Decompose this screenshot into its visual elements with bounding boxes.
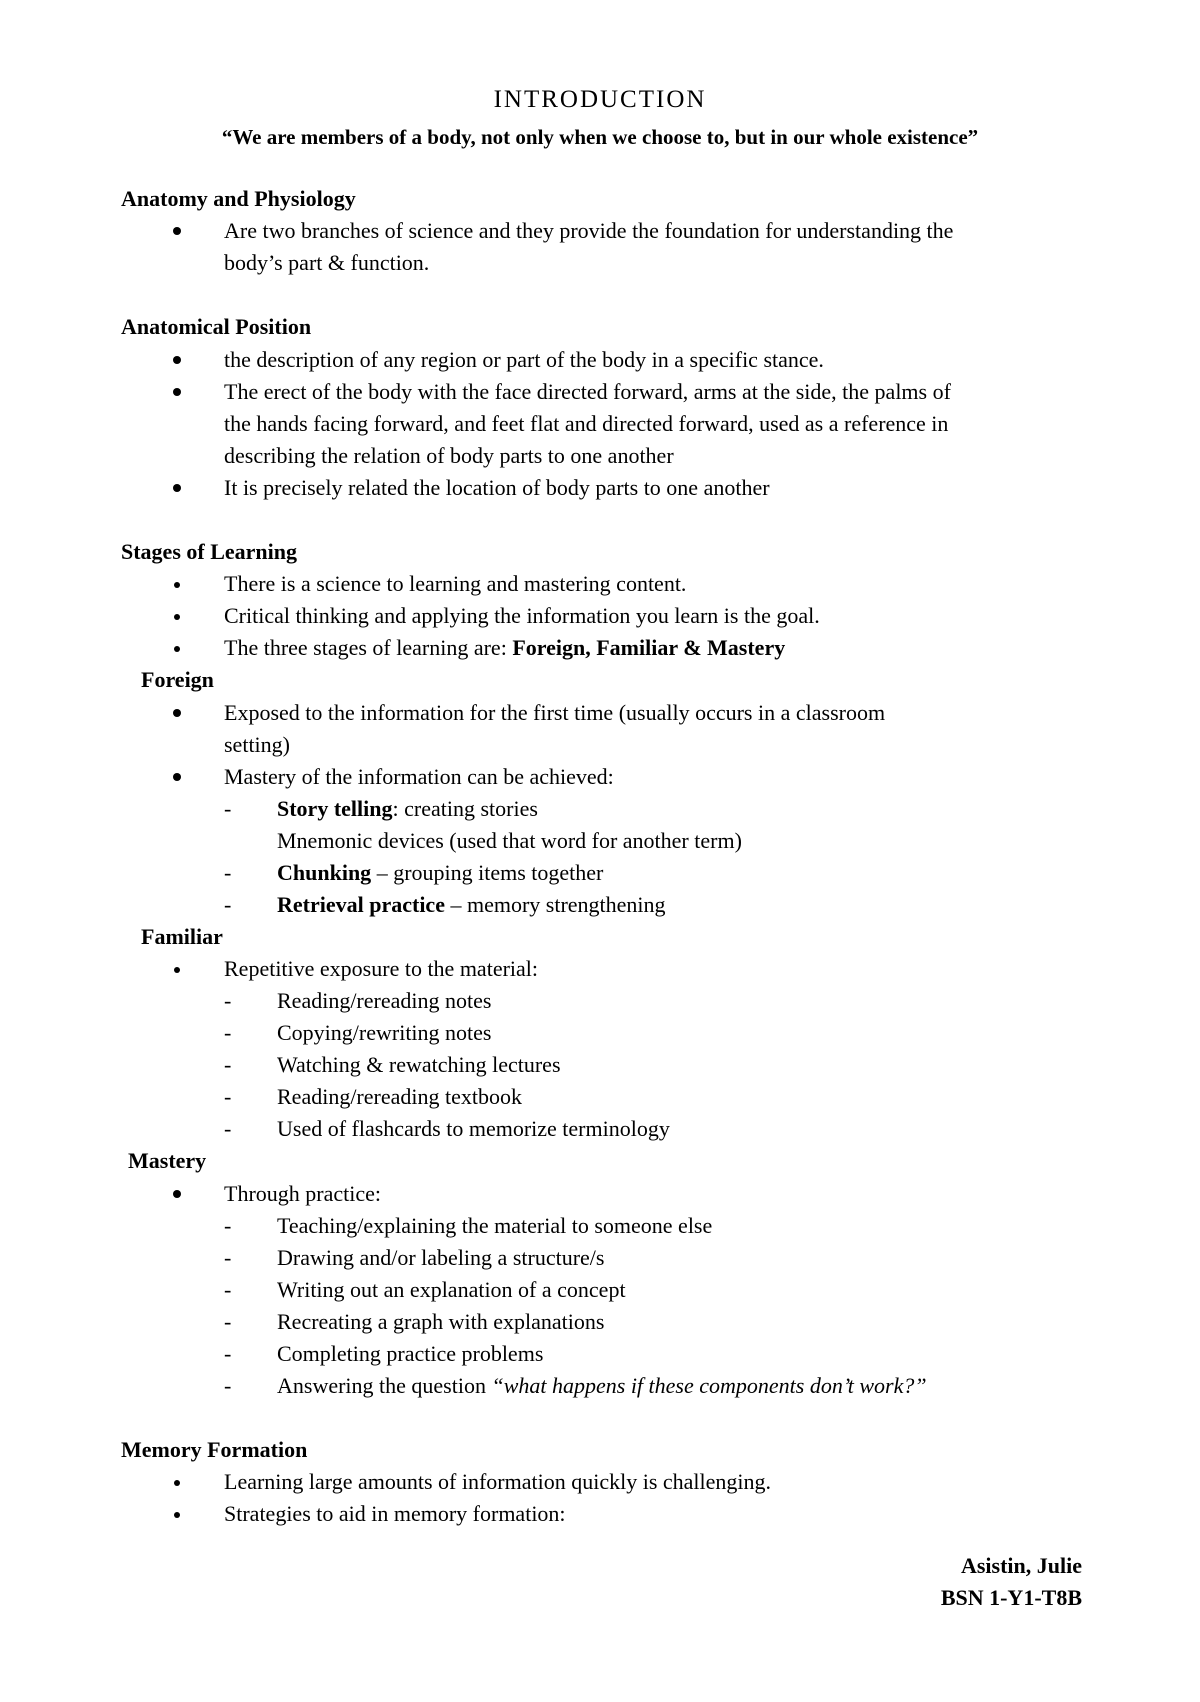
memory-bullet-line: Strategies to aid in memory formation: <box>224 1501 566 1526</box>
bullet-icon <box>174 1480 180 1486</box>
dash-marker: - <box>224 1020 232 1045</box>
foreign-dash-item <box>277 857 603 889</box>
dash-marker: - <box>224 1277 232 1302</box>
dash-marker: - <box>224 1309 232 1334</box>
section-heading-stages: Stages of Learning <box>121 539 297 564</box>
technique-desc: – grouping items together <box>371 860 604 885</box>
dash-marker: - <box>224 796 232 821</box>
bullet-icon <box>173 773 181 781</box>
subheading-foreign: Foreign <box>141 667 214 692</box>
foreign-bullet-line: Exposed to the information for the first time (usually occurs in a classroom <box>224 700 886 725</box>
dash-marker: - <box>224 892 232 917</box>
bullet-icon <box>173 484 181 492</box>
anatomy-bullet-line: body’s part & function. <box>224 250 430 275</box>
mastery-bullet-line: Through practice: <box>224 1181 381 1206</box>
section-heading-position: Anatomical Position <box>121 314 312 339</box>
dash-marker: - <box>224 1052 232 1077</box>
stages-list-names: Foreign, Familiar & Mastery <box>512 635 786 660</box>
dash-marker: - <box>224 1213 232 1238</box>
foreign-bullet-line: setting) <box>224 732 290 757</box>
familiar-dash-item: Reading/rereading notes <box>277 988 492 1013</box>
dash-marker: - <box>224 1116 232 1141</box>
bullet-icon <box>174 582 180 588</box>
bullet-icon <box>173 356 181 364</box>
technique-desc: – memory strengthening <box>444 892 666 917</box>
stages-list-text: The three stages of learning are: <box>224 635 513 660</box>
technique-desc: : creating stories <box>392 796 538 821</box>
foreign-dash-item: Mnemonic devices (used that word for another term) <box>277 828 742 853</box>
dash-marker: - <box>224 988 232 1013</box>
author-name: Asistin, Julie <box>960 1553 1082 1578</box>
mastery-dash-item: Teaching/explaining the material to someone else <box>277 1213 713 1238</box>
familiar-dash-item: Reading/rereading textbook <box>277 1084 522 1109</box>
foreign-bullet-line: Mastery of the information can be achieved: <box>224 764 614 789</box>
position-bullet-line: The erect of the body with the face directed forward, arms at the side, the palms of <box>224 379 951 404</box>
subheading-mastery: Mastery <box>128 1148 207 1173</box>
stages-bullet-line <box>224 632 785 664</box>
mastery-dash-item: Recreating a graph with explanations <box>277 1309 605 1334</box>
foreign-dash-item <box>277 793 538 825</box>
stages-bullet-line: There is a science to learning and mastering content. <box>224 571 687 596</box>
mastery-dash-item: Drawing and/or labeling a structure/s <box>277 1245 605 1270</box>
dash-marker: - <box>224 1245 232 1270</box>
position-bullet-line: the description of any region or part of the body in a specific stance. <box>224 347 824 372</box>
technique-name: Retrieval practice <box>277 892 445 917</box>
document-title: INTRODUCTION <box>493 86 707 113</box>
position-bullet-line: the hands facing forward, and feet flat and directed forward, used as a reference in <box>224 411 949 436</box>
familiar-dash-item: Watching & rewatching lectures <box>277 1052 561 1077</box>
familiar-bullet-line: Repetitive exposure to the material: <box>224 956 539 981</box>
section-heading-memory: Memory Formation <box>121 1437 308 1462</box>
position-bullet-line: It is precisely related the location of body parts to one another <box>224 475 770 500</box>
question-text: “what happens if these components don’t work?” <box>491 1373 927 1398</box>
mastery-dash-item <box>277 1370 927 1402</box>
technique-name: Story telling <box>277 796 393 821</box>
bullet-icon <box>174 967 180 973</box>
familiar-dash-item: Copying/rewriting notes <box>277 1020 492 1045</box>
bullet-icon <box>173 1190 181 1198</box>
bullet-icon <box>174 646 180 652</box>
bullet-icon <box>173 388 181 396</box>
question-lead: Answering the question <box>277 1373 492 1398</box>
foreign-dash-item <box>277 889 666 921</box>
bullet-icon <box>174 1512 180 1518</box>
dash-marker: - <box>224 1084 232 1109</box>
anatomy-bullet-line: Are two branches of science and they provide the foundation for understanding the <box>224 218 954 243</box>
author-section: BSN 1-Y1-T8B <box>940 1585 1082 1610</box>
section-heading-anatomy: Anatomy and Physiology <box>121 186 356 211</box>
memory-bullet-line: Learning large amounts of information quickly is challenging. <box>224 1469 772 1494</box>
bullet-icon <box>173 709 181 717</box>
position-bullet-line: describing the relation of body parts to one another <box>224 443 674 468</box>
stages-bullet-line: Critical thinking and applying the information you learn is the goal. <box>224 603 820 628</box>
dash-marker: - <box>224 1341 232 1366</box>
mastery-dash-item: Writing out an explanation of a concept <box>277 1277 626 1302</box>
subheading-familiar: Familiar <box>141 924 223 949</box>
technique-name: Chunking <box>277 860 372 885</box>
mastery-dash-item: Completing practice problems <box>277 1341 544 1366</box>
opening-quote: “We are members of a body, not only when we choose to, but in our whole existence” <box>221 125 979 149</box>
familiar-dash-item: Used of flashcards to memorize terminology <box>277 1116 670 1141</box>
dash-marker: - <box>224 1373 232 1398</box>
bullet-icon <box>173 227 181 235</box>
bullet-icon <box>174 614 180 620</box>
dash-marker: - <box>224 860 232 885</box>
